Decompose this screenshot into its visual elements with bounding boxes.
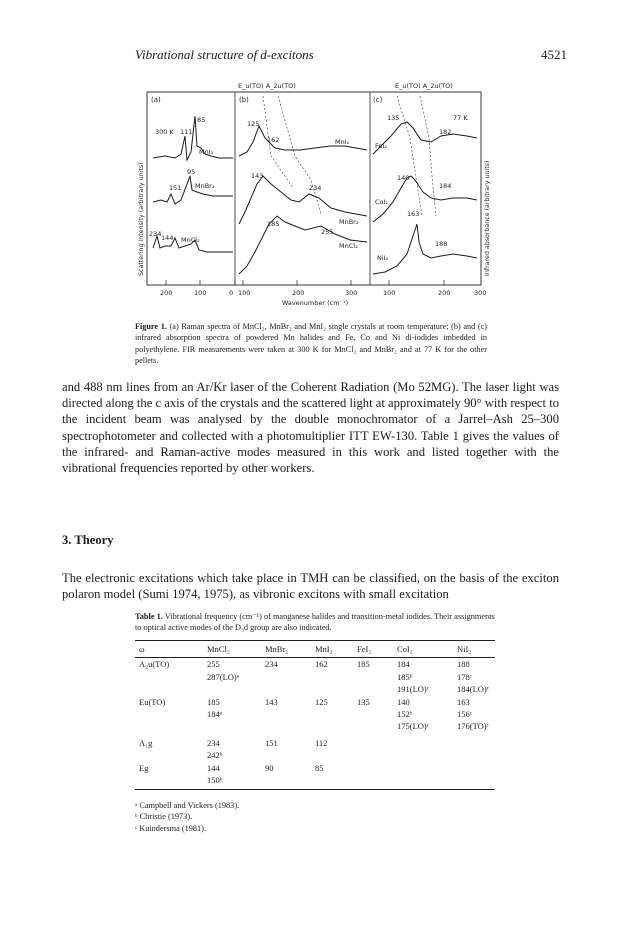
table-cell bbox=[353, 774, 393, 790]
table-header: MnI₂ bbox=[311, 641, 353, 658]
table-cell: 143 bbox=[265, 696, 278, 707]
compound-c-nii2: NiI₂ bbox=[377, 254, 389, 262]
curve-fei2-c bbox=[373, 122, 477, 154]
table-cell: 185 bbox=[207, 696, 220, 707]
table-cell: 178ᶜ bbox=[457, 671, 472, 682]
ir-curves-c bbox=[373, 122, 477, 274]
table-cell: 176(TO)ᶜ bbox=[457, 721, 489, 732]
table-cell bbox=[393, 733, 453, 749]
table-row bbox=[135, 696, 495, 708]
table-cell bbox=[393, 774, 453, 790]
temp-label-c: 77 K bbox=[453, 114, 468, 122]
table-cell bbox=[311, 708, 353, 720]
footnote-a: ᵃ Campbell and Vickers (1983). bbox=[135, 801, 240, 810]
table-cell bbox=[135, 774, 203, 790]
peak-c-135: 135 bbox=[387, 114, 400, 122]
left-axis-label: Scattering intensity (arbitrary units) bbox=[138, 162, 145, 276]
table-cell bbox=[261, 683, 311, 695]
section-heading: 3. Theory bbox=[62, 533, 114, 547]
compound-c-fei2: FeI₂ bbox=[375, 142, 387, 150]
compound-a-mncl2: MnCl₂ bbox=[181, 236, 200, 244]
peak-b-125: 125 bbox=[247, 120, 260, 128]
mode-labels-b: E_u(TO) A_2u(TO) bbox=[238, 82, 296, 90]
table-cell: 151 bbox=[265, 737, 278, 748]
mode-labels-c: E_u(TO) A_2u(TO) bbox=[395, 82, 453, 90]
compound-b-mncl2: MnCl₂ bbox=[339, 242, 358, 250]
table-cell bbox=[135, 708, 203, 720]
table-cell: 112 bbox=[315, 737, 328, 748]
table-cell: 242ᵇ bbox=[207, 750, 223, 761]
peak-c-184: 184 bbox=[439, 182, 452, 190]
table-cell: 234 bbox=[207, 737, 220, 748]
peak-a-95: 95 bbox=[187, 168, 196, 176]
panel-a-label: (a) bbox=[151, 96, 161, 104]
peak-c-140: 140 bbox=[397, 174, 410, 182]
temp-label-a: 300 K bbox=[155, 128, 174, 136]
table-cell: 150ᵇ bbox=[203, 774, 261, 790]
table-row bbox=[135, 683, 495, 695]
vibrational-frequency-table bbox=[135, 640, 495, 790]
table-header: CoI₂ bbox=[393, 641, 453, 658]
table-cell: 185ᵇ bbox=[397, 671, 413, 682]
table-cell bbox=[453, 762, 495, 774]
curve-coi2-c bbox=[373, 176, 477, 222]
table-cell: 156ᶜ bbox=[457, 709, 472, 720]
table-cell: 184 bbox=[397, 659, 410, 670]
panel-c-label: (c) bbox=[373, 96, 383, 104]
table-cell bbox=[261, 749, 311, 761]
compound-a-mni2: MnI₂ bbox=[199, 148, 214, 156]
table-cell bbox=[393, 762, 453, 774]
table-cell: 184ᵃ bbox=[207, 709, 223, 720]
table-footnotes bbox=[135, 800, 239, 834]
tick-c-100: 100 bbox=[383, 289, 396, 297]
curve-mnbr2-b bbox=[239, 176, 367, 224]
table-cell: 185 bbox=[357, 659, 370, 670]
raman-curves bbox=[153, 116, 233, 252]
table-row bbox=[135, 733, 495, 749]
footnote-c: ᶜ Kuindersma (1981). bbox=[135, 823, 207, 833]
peak-b-185: 185 bbox=[267, 220, 280, 228]
table-cell bbox=[261, 774, 311, 790]
table-row bbox=[135, 762, 495, 774]
table-cell bbox=[135, 720, 203, 732]
peak-c-163: 163 bbox=[407, 210, 420, 218]
figure-labels bbox=[138, 82, 491, 307]
table-caption-label: Table 1. bbox=[135, 612, 163, 621]
paragraph-1: and 488 nm lines from an Ar/Kr laser of the Coherent Radiation (Mo 52MG). The laser light was directed along the c axis of the crystals and the scattered light at approximately 90° with respect to the incident beam was analysed by the double monochromator of a Jarrel–Ash 25–300 spectrophotometer and collected with a photomultiplier ITT EW-130. Table 1 gives the values of the infrared- and Raman-active modes measured in this work and listed together with the vibrational frequencies reported by other workers. bbox=[62, 380, 559, 476]
table-cell bbox=[135, 671, 203, 683]
table-cell bbox=[453, 774, 495, 790]
table-cell: Eu(TO) bbox=[139, 696, 166, 707]
peak-a-151: 151 bbox=[169, 184, 182, 192]
figure-caption-label: Figure 1. bbox=[135, 322, 167, 331]
paragraph-2: The electronic excitations which take place in TMH can be classified, on the basis of the exciton polaron model (Sumi 1974, 1975), as vibronic excitons with small excitation bbox=[62, 571, 559, 602]
table-cell: 152ᵇ bbox=[397, 709, 413, 720]
table-cell: 125 bbox=[315, 696, 328, 707]
compound-a-mnbr2: MnBr₂ bbox=[195, 182, 215, 190]
table-cell bbox=[353, 733, 393, 749]
table-cell bbox=[353, 749, 393, 761]
table-header-row bbox=[135, 641, 495, 658]
table-cell bbox=[453, 749, 495, 761]
table-cell bbox=[311, 671, 353, 683]
curve-nii2-c bbox=[373, 224, 477, 274]
table-cell bbox=[353, 708, 393, 720]
table-cell: 135 bbox=[357, 696, 370, 707]
table-cell bbox=[203, 683, 261, 695]
tick-c-200: 200 bbox=[438, 289, 451, 297]
table-cell: 85 bbox=[315, 762, 324, 773]
tick-b-200: 200 bbox=[292, 289, 305, 297]
table-cell bbox=[261, 671, 311, 683]
table-caption-text: Vibrational frequency (cm⁻¹) of manganese halides and transition-metal iodides. Their assignments to optical active modes of the D₃d group are also indicated. bbox=[135, 612, 495, 633]
table-body bbox=[135, 658, 495, 790]
table-cell: 234 bbox=[265, 659, 278, 670]
table-cell: 188 bbox=[457, 659, 470, 670]
table-cell: A₂u(TO) bbox=[139, 659, 170, 670]
ir-curves-b bbox=[239, 126, 367, 274]
x-ticks bbox=[166, 280, 444, 285]
compound-c-coi2: CoI₂ bbox=[375, 198, 389, 206]
figure-1 bbox=[135, 76, 495, 311]
table-cell: 90 bbox=[265, 762, 274, 773]
tick-a-100: 100 bbox=[194, 289, 207, 297]
table-cell: A₁g bbox=[139, 737, 153, 748]
table-row bbox=[135, 708, 495, 720]
footnote-b: ᵇ Christie (1973). bbox=[135, 812, 193, 822]
table-cell bbox=[311, 720, 353, 732]
table-cell bbox=[261, 720, 311, 732]
page-number: 4521 bbox=[541, 47, 567, 62]
compound-b-mnbr2: MnBr₂ bbox=[339, 218, 359, 226]
table-cell bbox=[353, 762, 393, 774]
peak-a-144: 144 bbox=[161, 234, 174, 242]
tick-b-300: 300 bbox=[345, 289, 358, 297]
table-cell bbox=[353, 720, 393, 732]
table-cell bbox=[203, 720, 261, 732]
table-row bbox=[135, 749, 495, 761]
table-cell: 144 bbox=[207, 762, 220, 773]
table-cell: 191(LO)ᶜ bbox=[397, 684, 429, 695]
x-axis-label: Wavenumber (cm⁻¹) bbox=[281, 299, 349, 307]
table-header: MnCl₂ bbox=[203, 641, 261, 658]
table-cell bbox=[453, 733, 495, 749]
table-cell: 184(LO)ᶜ bbox=[457, 684, 489, 695]
peak-b-162: 162 bbox=[267, 136, 280, 144]
curve-mni2-a bbox=[153, 116, 233, 160]
tick-c-300: 300 bbox=[474, 289, 487, 297]
running-title: Vibrational structure of d-excitons bbox=[135, 47, 314, 62]
table-cell: 175(LO)ᶜ bbox=[397, 721, 429, 732]
tick-a-200: 200 bbox=[160, 289, 173, 297]
table-header: FeI₂ bbox=[353, 641, 393, 658]
table-header: ω bbox=[135, 641, 203, 658]
right-axis-label: Infrared absorbance (arbitrary units) bbox=[484, 160, 491, 276]
table-cell bbox=[261, 708, 311, 720]
table-cell bbox=[353, 671, 393, 683]
table-cell bbox=[135, 683, 203, 695]
table-cell bbox=[311, 749, 353, 761]
table-cell: 162 bbox=[315, 659, 328, 670]
table-header: NiI₂ bbox=[453, 641, 495, 658]
table-row bbox=[135, 658, 495, 671]
peak-b-234: 234 bbox=[309, 184, 322, 192]
peak-a-111: 111 bbox=[180, 128, 193, 136]
table-row bbox=[135, 720, 495, 732]
figure-caption-text: (a) Raman spectra of MnCl₂, MnBr₂ and MnI₂ single crystals at room temperature; (b) and (c) infrared absorption spectra of powdered Mn halides and Fe, Co and Ni di-iodides imbedded in polyethylene. FIR measurements were taken at 300 K for MnCl₂ and MnBr₂ and at 77 K for the other pellets. bbox=[135, 322, 487, 365]
table-cell bbox=[135, 749, 203, 761]
table-cell: 163 bbox=[457, 696, 470, 707]
peak-c-182: 182 bbox=[439, 128, 452, 136]
table-row bbox=[135, 774, 495, 790]
peak-a-85: 85 bbox=[197, 116, 206, 124]
table-cell: 140 bbox=[397, 696, 410, 707]
table-cell bbox=[393, 749, 453, 761]
peak-b-255: 255 bbox=[321, 228, 334, 236]
peak-b-143: 143 bbox=[251, 172, 264, 180]
table-cell: 287(LO)ᵃ bbox=[207, 671, 240, 682]
tick-b-100: 100 bbox=[238, 289, 251, 297]
table-cell bbox=[311, 683, 353, 695]
figure-caption bbox=[135, 321, 487, 366]
table-caption bbox=[135, 611, 495, 633]
table-cell: Eg bbox=[139, 762, 149, 773]
panel-b-label: (b) bbox=[239, 96, 249, 104]
table-row bbox=[135, 671, 495, 683]
table-cell bbox=[311, 774, 353, 790]
table-cell: 255 bbox=[207, 659, 220, 670]
tick-a-0: 0 bbox=[229, 289, 234, 297]
peak-c-188: 188 bbox=[435, 240, 448, 248]
table-header: MnBr₂ bbox=[261, 641, 311, 658]
curve-mnbr2-a bbox=[153, 176, 233, 204]
table-cell bbox=[353, 683, 393, 695]
compound-b-mni2: MnI₂ bbox=[335, 138, 350, 146]
spectra-figure bbox=[135, 76, 495, 311]
peak-a-234: 234 bbox=[149, 230, 162, 238]
